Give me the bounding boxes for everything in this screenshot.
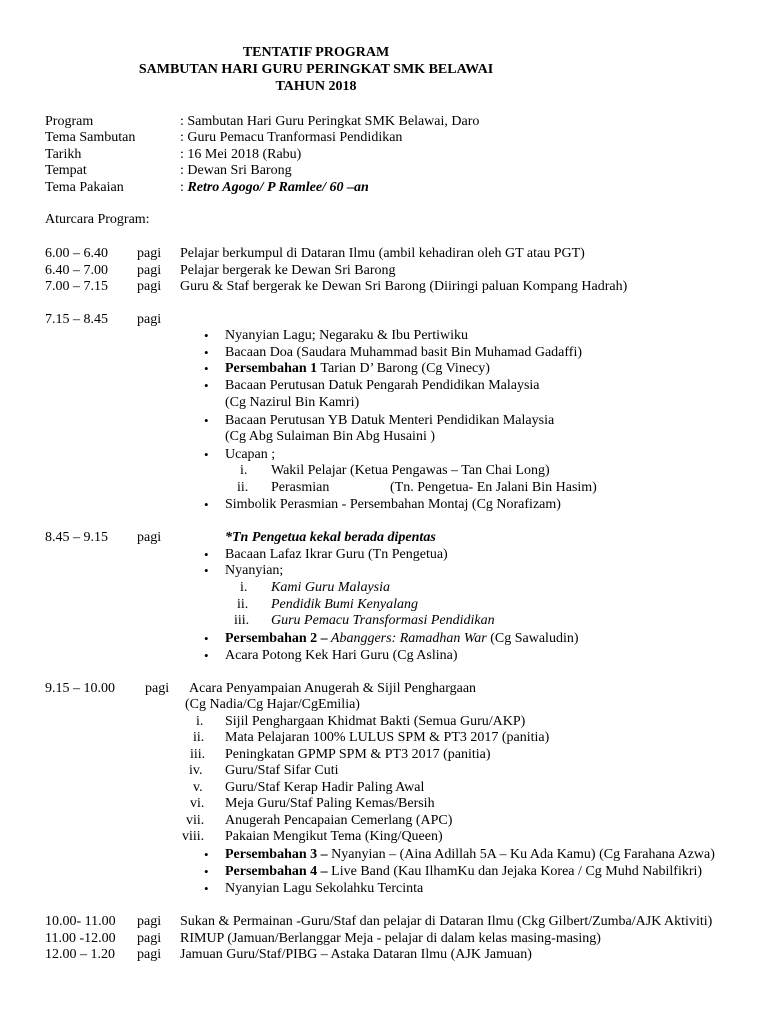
song-title: Guru Pemacu Transformasi Pendidikan <box>271 613 495 628</box>
info-colon: : <box>180 180 188 195</box>
info-value-pakaian <box>180 180 369 197</box>
bullet-icon: • <box>204 547 209 562</box>
sub-item: Perasmian <box>271 480 330 495</box>
program-item: Bacaan Perutusan YB Datuk Menteri Pendidikan Malaysia <box>225 413 555 428</box>
slot-pagi: pagi <box>137 947 162 962</box>
bullet-icon: • <box>204 413 209 428</box>
info-label-tempat: Tempat <box>45 163 87 178</box>
award-number: iii. <box>190 747 206 762</box>
sub-number: ii. <box>237 480 249 495</box>
award-item: Anugerah Pencapaian Cemerlang (APC) <box>225 813 453 828</box>
program-item-sub: (Cg Abg Sulaiman Bin Abg Husaini ) <box>225 429 435 444</box>
bullet-icon: • <box>204 447 209 462</box>
persembahan-detail: Live Band (Kau IlhamKu dan Jejaka Korea / Cg Muhd Nabilfikri) <box>327 864 703 879</box>
persembahan-label: Persembahan 4 – <box>225 864 328 879</box>
program-item <box>225 631 579 648</box>
award-item: Sijil Penghargaan Khidmat Bakti (Semua Guru/AKP) <box>225 714 526 729</box>
program-item <box>225 361 490 378</box>
bullet-icon: • <box>204 378 209 393</box>
info-label-tarikh: Tarikh <box>45 147 82 162</box>
sub-item: Wakil Pelajar (Ketua Pengawas – Tan Chai Long) <box>271 463 550 478</box>
slot-pagi: pagi <box>137 246 162 261</box>
award-heading-sub: (Cg Nadia/Cg Hajar/CgEmilia) <box>185 697 360 712</box>
bullet-icon: • <box>204 497 209 512</box>
bullet-icon: • <box>204 847 209 862</box>
info-value-tema: : Guru Pemacu Tranformasi Pendidikan <box>180 130 403 145</box>
award-number: ii. <box>193 730 205 745</box>
song-title: Pendidik Bumi Kenyalang <box>271 597 418 612</box>
sub-number: i. <box>240 463 248 478</box>
slot-time: 7.00 – 7.15 <box>45 279 108 294</box>
slot-desc: Pelajar bergerak ke Dewan Sri Barong <box>180 263 396 278</box>
award-number: i. <box>196 714 204 729</box>
slot-time: 6.00 – 6.40 <box>45 246 108 261</box>
bullet-icon: • <box>204 328 209 343</box>
sub-number: i. <box>240 580 248 595</box>
program-item <box>225 864 702 881</box>
award-number: vi. <box>190 796 205 811</box>
aturcara-heading: Aturcara Program: <box>45 212 150 227</box>
award-number: v. <box>193 780 203 795</box>
award-item: Meja Guru/Staf Paling Kemas/Bersih <box>225 796 435 811</box>
program-item-sub: (Cg Nazirul Bin Kamri) <box>225 395 360 410</box>
program-item: Simbolik Perasmian - Persembahan Montaj (Cg Norafizam) <box>225 497 561 512</box>
persembahan-label: Persembahan 1 <box>225 361 318 376</box>
slot-time: 8.45 – 9.15 <box>45 530 108 545</box>
award-item: Pakaian Mengikut Tema (King/Queen) <box>225 829 443 844</box>
bullet-icon: • <box>204 361 209 376</box>
slot-time: 6.40 – 7.00 <box>45 263 108 278</box>
persembahan-label: Persembahan 2 – <box>225 631 328 646</box>
info-value-program: : Sambutan Hari Guru Peringkat SMK Belawai, Daro <box>180 114 480 129</box>
persembahan-detail: Tarian D’ Barong (Cg Vinecy) <box>317 361 490 376</box>
slot-desc: Guru & Staf bergerak ke Dewan Sri Barong (Diiringi paluan Kompang Hadrah) <box>180 279 628 294</box>
program-item: Nyanyian; <box>225 563 284 578</box>
award-item: Mata Pelajaran 100% LULUS SPM & PT3 2017 (panitia) <box>225 730 550 745</box>
document-title: TENTATIF PROGRAM <box>242 45 390 60</box>
slot-time: 11.00 -12.00 <box>45 931 116 946</box>
slot-pagi: pagi <box>137 279 162 294</box>
award-item: Peningkatan GPMP SPM & PT3 2017 (panitia) <box>225 747 491 762</box>
slot-pagi: pagi <box>137 931 162 946</box>
slot-pagi: pagi <box>145 681 170 696</box>
sub-number: ii. <box>237 597 249 612</box>
persembahan-title: Abanggers: Ramadhan War <box>327 631 487 646</box>
info-label-tema: Tema Sambutan <box>45 130 136 145</box>
slot-time: 7.15 – 8.45 <box>45 312 108 327</box>
slot-pagi: pagi <box>137 530 162 545</box>
song-title: Kami Guru Malaysia <box>271 580 390 595</box>
bullet-icon: • <box>204 563 209 578</box>
info-label-program: Program <box>45 114 94 129</box>
bullet-icon: • <box>204 864 209 879</box>
award-item: Guru/Staf Kerap Hadir Paling Awal <box>225 780 425 795</box>
program-item <box>225 847 715 864</box>
award-number: iv. <box>189 763 203 778</box>
slot-desc: RIMUP (Jamuan/Berlanggar Meja - pelajar di dalam kelas masing-masing) <box>180 931 601 946</box>
info-value-tempat: : Dewan Sri Barong <box>180 163 292 178</box>
slot-time: 9.15 – 10.00 <box>45 681 115 696</box>
program-item: Bacaan Lafaz Ikrar Guru (Tn Pengetua) <box>225 547 448 562</box>
slot-time: 10.00- 11.00 <box>45 914 116 929</box>
program-item: Acara Potong Kek Hari Guru (Cg Aslina) <box>225 648 458 663</box>
slot-desc: Pelajar berkumpul di Dataran Ilmu (ambil kehadiran oleh GT atau PGT) <box>180 246 585 261</box>
award-heading: Acara Penyampaian Anugerah & Sijil Penghargaan <box>189 681 477 696</box>
sub-number: iii. <box>234 613 250 628</box>
slot-time: 12.00 – 1.20 <box>45 947 115 962</box>
award-item: Guru/Staf Sifar Cuti <box>225 763 339 778</box>
document-year: TAHUN 2018 <box>275 79 357 94</box>
slot-desc: Jamuan Guru/Staf/PIBG – Astaka Dataran Ilmu (AJK Jamuan) <box>180 947 532 962</box>
sub-item-detail: (Tn. Pengetua- En Jalani Bin Hasim) <box>390 480 597 495</box>
program-item: Bacaan Perutusan Datuk Pengarah Pendidikan Malaysia <box>225 378 540 393</box>
slot-pagi: pagi <box>137 312 162 327</box>
info-value-tarikh: : 16 Mei 2018 (Rabu) <box>180 147 302 162</box>
bullet-icon: • <box>204 881 209 896</box>
program-item: Bacaan Doa (Saudara Muhammad basit Bin Muhamad Gadaffi) <box>225 345 583 360</box>
slot-desc: Sukan & Permainan -Guru/Staf dan pelajar di Dataran Ilmu (Ckg Gilbert/Zumba/AJK Aktiviti) <box>180 914 713 929</box>
pengetua-note: *Tn Pengetua kekal berada dipentas <box>225 530 436 545</box>
bullet-icon: • <box>204 648 209 663</box>
award-number: viii. <box>182 829 205 844</box>
persembahan-detail: Nyanyian – (Aina Adillah 5A – Ku Ada Kamu) (Cg Farahana Azwa) <box>327 847 715 862</box>
program-item: Nyanyian Lagu Sekolahku Tercinta <box>225 881 424 896</box>
info-label-pakaian: Tema Pakaian <box>45 180 124 195</box>
program-item: Ucapan ; <box>225 447 276 462</box>
slot-pagi: pagi <box>137 914 162 929</box>
bullet-icon: • <box>204 345 209 360</box>
award-number: vii. <box>186 813 205 828</box>
persembahan-label: Persembahan 3 – <box>225 847 328 862</box>
document-subtitle: SAMBUTAN HARI GURU PERINGKAT SMK BELAWAI <box>138 62 494 77</box>
info-pakaian-text: Retro Agogo/ P Ramlee/ 60 –an <box>187 180 369 195</box>
program-item: Nyanyian Lagu; Negaraku & Ibu Pertiwiku <box>225 328 468 343</box>
slot-pagi: pagi <box>137 263 162 278</box>
persembahan-detail: (Cg Sawaludin) <box>486 631 579 646</box>
bullet-icon: • <box>204 631 209 646</box>
